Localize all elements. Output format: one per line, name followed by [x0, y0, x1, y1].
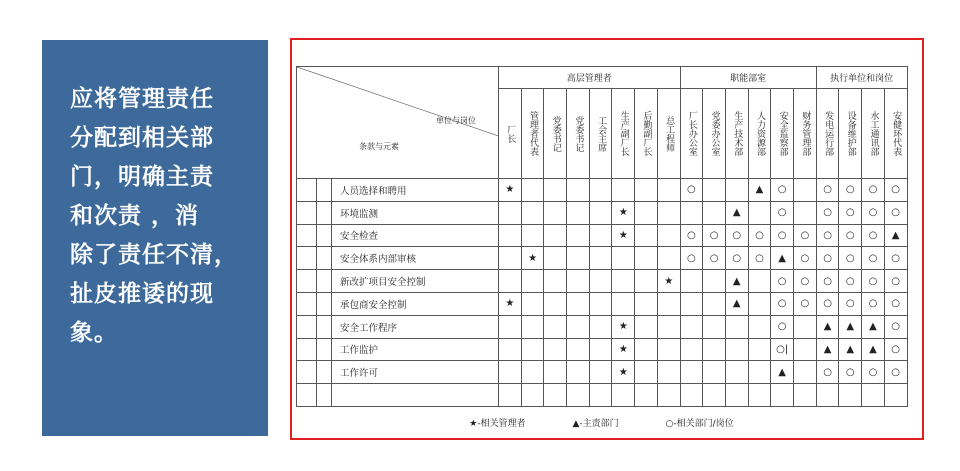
responsibility-mark — [748, 338, 771, 361]
responsibility-mark: ▲ — [748, 179, 771, 202]
responsibility-mark — [589, 315, 612, 338]
role-header — [499, 89, 522, 179]
role-header — [612, 89, 635, 179]
responsibility-mark: ○ — [862, 361, 885, 384]
responsibility-mark — [589, 247, 612, 270]
responsibility-mark: ○ — [816, 247, 839, 270]
responsibility-mark — [544, 315, 567, 338]
row-index-cell — [297, 179, 317, 202]
responsibility-mark — [544, 224, 567, 247]
responsibility-mark — [521, 224, 544, 247]
group-header: 职能部室 — [680, 67, 816, 89]
responsibility-mark: ○ — [839, 292, 862, 315]
responsibility-mark — [499, 247, 522, 270]
responsibility-mark — [748, 292, 771, 315]
responsibility-mark — [703, 201, 726, 224]
responsibility-mark — [567, 179, 590, 202]
responsibility-mark — [612, 179, 635, 202]
row-index-cell — [297, 315, 317, 338]
side-line: 扯皮推诿的现 — [70, 281, 214, 307]
responsibility-mark: ▲ — [884, 224, 907, 247]
responsibility-mark: ○ — [771, 224, 794, 247]
responsibility-mark: ○ — [884, 292, 907, 315]
responsibility-mark — [635, 179, 658, 202]
responsibility-mark — [544, 338, 567, 361]
task-cell: 安全体系内部审核 — [332, 247, 499, 270]
row-index-cell — [297, 338, 317, 361]
responsibility-mark — [612, 384, 635, 407]
responsibility-mark — [793, 361, 816, 384]
responsibility-mark: ○ — [816, 292, 839, 315]
row-index-cell — [317, 361, 332, 384]
role-label: 水工通讯部 — [868, 111, 879, 156]
responsibility-mark: ○ — [771, 201, 794, 224]
responsibility-mark — [748, 315, 771, 338]
role-label: 厂长办公室 — [686, 111, 697, 156]
responsibility-mark — [589, 361, 612, 384]
responsibility-mark — [567, 384, 590, 407]
role-label: 党委书记 — [573, 115, 584, 152]
responsibility-mark: ○ — [839, 179, 862, 202]
row-index-cell — [317, 292, 332, 315]
responsibility-mark — [680, 338, 703, 361]
row-index-cell — [317, 270, 332, 293]
responsibility-mark — [635, 315, 658, 338]
responsibility-mark — [521, 201, 544, 224]
row-index-cell — [317, 315, 332, 338]
responsibility-mark: ○ — [771, 179, 794, 202]
role-header — [589, 89, 612, 179]
responsibility-mark: ○ — [703, 247, 726, 270]
responsibility-mark — [748, 201, 771, 224]
role-label: 生产技术部 — [732, 111, 743, 156]
responsibility-mark: ○ — [793, 247, 816, 270]
side-panel-text — [70, 80, 266, 353]
responsibility-mark — [725, 338, 748, 361]
responsibility-mark — [793, 201, 816, 224]
responsibility-mark — [499, 384, 522, 407]
table-row — [297, 338, 908, 361]
responsibility-mark: ▲ — [839, 338, 862, 361]
role-label: 后勤副厂长 — [641, 111, 652, 156]
responsibility-mark — [567, 224, 590, 247]
responsibility-mark — [521, 315, 544, 338]
responsibility-mark — [725, 315, 748, 338]
responsibility-mark — [680, 315, 703, 338]
responsibility-mark — [521, 338, 544, 361]
role-label: 工会主席 — [596, 115, 607, 152]
responsibility-mark: ○ — [884, 361, 907, 384]
row-index-cell — [297, 292, 317, 315]
responsibility-mark: ★ — [612, 315, 635, 338]
row-index-cell — [317, 247, 332, 270]
responsibility-mark: ○ — [771, 270, 794, 293]
responsibility-mark — [657, 201, 680, 224]
responsibility-mark — [748, 361, 771, 384]
role-label: 安全监察部 — [777, 111, 788, 156]
responsibility-mark — [725, 361, 748, 384]
responsibility-mark — [499, 361, 522, 384]
responsibility-mark — [635, 384, 658, 407]
responsibility-mark — [567, 247, 590, 270]
responsibility-mark: ○ — [703, 224, 726, 247]
responsibility-mark — [884, 384, 907, 407]
matrix-corner-cell — [297, 67, 499, 179]
responsibility-mark — [703, 270, 726, 293]
row-index-cell — [297, 361, 317, 384]
responsibility-matrix-table — [296, 66, 908, 407]
responsibility-mark: ▲ — [771, 247, 794, 270]
table-row — [297, 292, 908, 315]
responsibility-mark: ▲ — [816, 315, 839, 338]
responsibility-mark — [703, 384, 726, 407]
responsibility-mark: ▲ — [862, 338, 885, 361]
role-header — [521, 89, 544, 179]
task-cell: 安全检查 — [332, 224, 499, 247]
responsibility-mark — [635, 224, 658, 247]
legend-related-dept: ○-相关部门/岗位 — [665, 419, 734, 429]
responsibility-mark — [612, 247, 635, 270]
table-row — [297, 315, 908, 338]
responsibility-mark — [635, 270, 658, 293]
responsibility-mark: ○ — [771, 315, 794, 338]
responsibility-mark — [544, 270, 567, 293]
responsibility-mark — [635, 361, 658, 384]
responsibility-mark: ○ — [884, 338, 907, 361]
responsibility-mark — [657, 247, 680, 270]
responsibility-mark — [544, 361, 567, 384]
responsibility-mark: ★ — [657, 270, 680, 293]
table-row — [297, 384, 908, 407]
responsibility-mark — [499, 338, 522, 361]
responsibility-mark: ▲ — [725, 270, 748, 293]
corner-label-positions: 单位与岗位 — [436, 116, 477, 125]
row-index-cell — [317, 201, 332, 224]
responsibility-mark: ▲ — [725, 201, 748, 224]
responsibility-mark: ○ — [862, 179, 885, 202]
role-header — [862, 89, 885, 179]
responsibility-mark: ○ — [748, 224, 771, 247]
responsibility-mark — [703, 361, 726, 384]
responsibility-mark — [635, 247, 658, 270]
responsibility-mark — [521, 270, 544, 293]
responsibility-mark — [657, 361, 680, 384]
side-line: 应将管理责任 — [70, 86, 214, 112]
responsibility-mark: ○ — [680, 247, 703, 270]
responsibility-mark — [544, 201, 567, 224]
row-index-cell — [317, 338, 332, 361]
responsibility-mark: ○ — [862, 247, 885, 270]
role-label: 厂长 — [505, 124, 516, 143]
responsibility-mark — [635, 292, 658, 315]
responsibility-mark — [589, 292, 612, 315]
responsibility-mark — [680, 384, 703, 407]
group-header: 执行单位和岗位 — [816, 67, 907, 89]
legend-primary-dept: ▲-主责部门 — [572, 419, 619, 429]
responsibility-mark — [589, 338, 612, 361]
responsibility-mark — [635, 201, 658, 224]
role-label: 管理者代表 — [528, 111, 539, 156]
responsibility-mark: ○ — [680, 224, 703, 247]
responsibility-mark — [725, 179, 748, 202]
row-index-cell — [297, 247, 317, 270]
responsibility-mark — [521, 292, 544, 315]
responsibility-mark — [839, 384, 862, 407]
responsibility-mark: ★ — [612, 201, 635, 224]
responsibility-mark — [567, 315, 590, 338]
table-row — [297, 361, 908, 384]
responsibility-mark: ★ — [499, 179, 522, 202]
responsibility-mark: ★ — [521, 247, 544, 270]
responsibility-mark — [703, 292, 726, 315]
role-label: 财务管理部 — [800, 111, 811, 156]
task-cell: 新改扩项目安全控制 — [332, 270, 499, 293]
responsibility-mark — [657, 292, 680, 315]
table-row — [297, 179, 908, 202]
table-row — [297, 224, 908, 247]
responsibility-mark: ○ — [748, 247, 771, 270]
row-index-cell — [317, 224, 332, 247]
responsibility-mark — [612, 292, 635, 315]
responsibility-mark — [589, 224, 612, 247]
legend-manager: ★-相关管理者 — [469, 419, 526, 429]
responsibility-mark: ○ — [839, 224, 862, 247]
responsibility-mark: ○ — [884, 270, 907, 293]
responsibility-mark: ○ — [839, 201, 862, 224]
responsibility-mark: ○| — [771, 338, 794, 361]
responsibility-mark — [612, 270, 635, 293]
responsibility-mark: ○ — [725, 247, 748, 270]
table-row — [297, 201, 908, 224]
responsibility-mark — [499, 270, 522, 293]
responsibility-mark — [544, 179, 567, 202]
responsibility-mark: ○ — [862, 201, 885, 224]
responsibility-mark — [567, 201, 590, 224]
responsibility-mark — [793, 338, 816, 361]
responsibility-mark: ○ — [884, 201, 907, 224]
side-line: 和次责 ，消 — [70, 203, 200, 229]
task-cell: 工作监护 — [332, 338, 499, 361]
responsibility-mark — [544, 292, 567, 315]
role-header — [793, 89, 816, 179]
responsibility-mark — [657, 315, 680, 338]
responsibility-mark — [657, 179, 680, 202]
side-line: 分配到相关部 — [70, 125, 214, 151]
role-header — [884, 89, 907, 179]
responsibility-mark: ★ — [612, 224, 635, 247]
responsibility-mark: ○ — [816, 179, 839, 202]
role-header — [657, 89, 680, 179]
responsibility-mark — [680, 292, 703, 315]
responsibility-mark — [499, 201, 522, 224]
responsibility-mark: ○ — [884, 247, 907, 270]
task-cell: 安全工作程序 — [332, 315, 499, 338]
responsibility-mark — [567, 338, 590, 361]
table-row — [297, 270, 908, 293]
responsibility-mark: ★ — [499, 292, 522, 315]
responsibility-mark: ○ — [680, 179, 703, 202]
row-index-cell — [297, 384, 317, 407]
responsibility-mark: ○ — [862, 292, 885, 315]
role-label: 安健环代表 — [891, 111, 902, 156]
responsibility-mark: ○ — [884, 315, 907, 338]
responsibility-mark — [635, 338, 658, 361]
responsibility-mark: ○ — [816, 361, 839, 384]
responsibility-mark: ★ — [612, 338, 635, 361]
responsibility-mark — [680, 270, 703, 293]
responsibility-mark — [567, 292, 590, 315]
responsibility-mark — [521, 179, 544, 202]
responsibility-mark — [793, 315, 816, 338]
role-header — [635, 89, 658, 179]
role-label: 总工程师 — [664, 115, 675, 152]
responsibility-mark: ▲ — [816, 338, 839, 361]
role-header — [748, 89, 771, 179]
group-header: 高层管理者 — [499, 67, 681, 89]
row-index-cell — [317, 384, 332, 407]
responsibility-mark: ○ — [816, 270, 839, 293]
responsibility-mark: ○ — [839, 361, 862, 384]
responsibility-mark — [703, 315, 726, 338]
responsibility-mark — [793, 384, 816, 407]
side-line: 门，明确主责 — [70, 164, 214, 190]
role-header — [816, 89, 839, 179]
responsibility-mark — [657, 338, 680, 361]
role-header — [771, 89, 794, 179]
responsibility-mark — [703, 338, 726, 361]
row-index-cell — [297, 201, 317, 224]
matrix-legend — [296, 416, 907, 429]
responsibility-mark — [521, 384, 544, 407]
responsibility-mark — [862, 384, 885, 407]
responsibility-mark — [725, 384, 748, 407]
responsibility-mark: ○ — [771, 292, 794, 315]
responsibility-mark — [771, 384, 794, 407]
responsibility-mark: ○ — [725, 224, 748, 247]
responsibility-mark: ○ — [839, 247, 862, 270]
task-cell: 承包商安全控制 — [332, 292, 499, 315]
responsibility-mark — [589, 179, 612, 202]
responsibility-mark — [544, 247, 567, 270]
role-header — [839, 89, 862, 179]
row-index-cell — [317, 179, 332, 202]
role-label: 人力资源部 — [754, 111, 765, 156]
responsibility-mark — [816, 384, 839, 407]
role-header — [680, 89, 703, 179]
responsibility-mark — [703, 179, 726, 202]
corner-label-elements: 条款与元素 — [359, 142, 399, 151]
responsibility-mark — [589, 201, 612, 224]
responsibility-mark: ○ — [816, 201, 839, 224]
responsibility-mark: ○ — [793, 292, 816, 315]
row-index-cell — [297, 270, 317, 293]
role-label: 党委书记 — [550, 115, 561, 152]
role-label: 生产副厂长 — [618, 111, 629, 156]
responsibility-mark: ★ — [612, 361, 635, 384]
responsibility-mark: ○ — [793, 224, 816, 247]
responsibility-mark — [680, 361, 703, 384]
row-index-cell — [297, 224, 317, 247]
responsibility-mark — [499, 224, 522, 247]
role-header — [725, 89, 748, 179]
responsibility-mark — [657, 224, 680, 247]
responsibility-mark: ▲ — [725, 292, 748, 315]
responsibility-mark — [499, 315, 522, 338]
responsibility-mark — [793, 179, 816, 202]
responsibility-mark: ○ — [862, 224, 885, 247]
responsibility-mark — [589, 270, 612, 293]
side-line: 除了责任不清， — [70, 242, 238, 268]
responsibility-mark: ▲ — [839, 315, 862, 338]
role-header — [703, 89, 726, 179]
task-cell: 环境监测 — [332, 201, 499, 224]
side-line: 象。 — [70, 320, 118, 346]
responsibility-mark — [748, 270, 771, 293]
role-header — [567, 89, 590, 179]
responsibility-mark — [680, 201, 703, 224]
responsibility-mark: ▲ — [862, 315, 885, 338]
role-label: 党委办公室 — [709, 111, 720, 156]
responsibility-mark — [567, 270, 590, 293]
table-row — [297, 247, 908, 270]
responsibility-mark: ○ — [816, 224, 839, 247]
role-label: 发电运行部 — [823, 111, 834, 156]
responsibility-mark — [567, 361, 590, 384]
responsibility-mark: ○ — [793, 270, 816, 293]
responsibility-mark: ○ — [839, 270, 862, 293]
role-header — [544, 89, 567, 179]
responsibility-mark: ○ — [884, 179, 907, 202]
responsibility-mark — [748, 384, 771, 407]
task-cell: 工作许可 — [332, 361, 499, 384]
role-label: 设备维护部 — [845, 111, 856, 156]
responsibility-mark: ▲ — [771, 361, 794, 384]
responsibility-mark — [521, 361, 544, 384]
responsibility-mark — [544, 384, 567, 407]
responsibility-mark: ○ — [862, 270, 885, 293]
task-cell: 人员选择和聘用 — [332, 179, 499, 202]
task-cell — [332, 384, 499, 407]
responsibility-mark — [657, 384, 680, 407]
responsibility-mark — [589, 384, 612, 407]
